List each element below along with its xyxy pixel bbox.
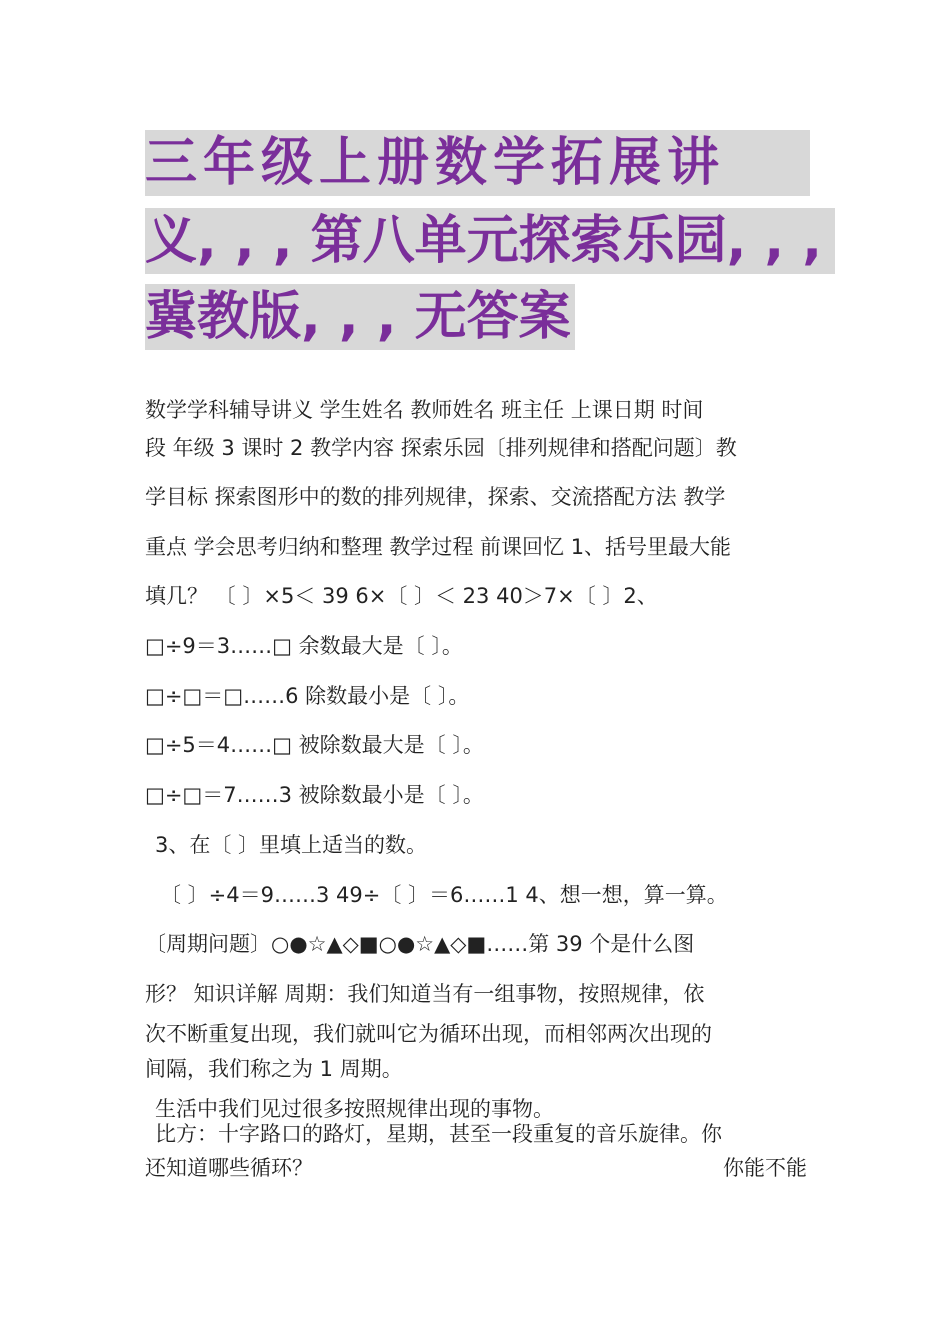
body-line-17: 比方：十字路口的路灯，星期，甚至一段重复的音乐旋律。你 bbox=[155, 1122, 722, 1146]
body-line-18-right: 你能不能 bbox=[723, 1156, 807, 1180]
body-line-18 bbox=[145, 1153, 807, 1183]
body-line-11: 〔 〕÷4＝9……3 49÷〔 〕＝6……1 4、想一想，算一算。 bbox=[160, 883, 728, 907]
body-line-14: 次不断重复出现，我们就叫它为循环出现，而相邻两次出现的 bbox=[145, 1022, 712, 1046]
body-line-13: 形？ 知识详解 周期：我们知道当有一组事物，按照规律，依 bbox=[145, 982, 705, 1006]
body-line-1: 数学学科辅导讲义 学生姓名 教师姓名 班主任 上课日期 时间 bbox=[145, 398, 704, 422]
title-line-1: 三年级上册数学拓展讲 bbox=[145, 130, 810, 196]
body-line-10: 3、在〔 〕里填上适当的数。 bbox=[155, 833, 428, 857]
body-line-2: 段 年级 3 课时 2 教学内容 探索乐园〔排列规律和搭配问题〕教 bbox=[145, 436, 737, 460]
body-line-8: □÷5＝4……□ 被除数最大是〔 〕。 bbox=[145, 733, 484, 757]
body-line-4: 重点 学会思考归纳和整理 教学过程 前课回忆 1、括号里最大能 bbox=[145, 535, 732, 559]
body-line-5: 填几？ 〔 〕×5＜ 39 6×〔 〕＜ 23 40＞7×〔 〕2、 bbox=[145, 584, 658, 608]
body-line-6: □÷9＝3……□ 余数最大是〔 〕。 bbox=[145, 634, 463, 658]
title-line-2: 义, , , 第八单元探索乐园, , , bbox=[145, 208, 835, 274]
body-line-16: 生活中我们见过很多按照规律出现的事物。 bbox=[155, 1097, 554, 1121]
body-line-7: □÷□＝□……6 除数最小是〔 〕。 bbox=[145, 684, 470, 708]
body-line-15: 间隔，我们称之为 1 周期。 bbox=[145, 1057, 403, 1081]
body-line-3: 学目标 探索图形中的数的排列规律，探索、交流搭配方法 教学 bbox=[145, 485, 726, 509]
body-line-12: 〔周期问题〕○●☆▲◇■○●☆▲◇■……第 39 个是什么图 bbox=[145, 932, 695, 956]
body-line-18-left: 还知道哪些循环？ bbox=[145, 1156, 313, 1180]
title-line-3: 冀教版, , , 无答案 bbox=[145, 284, 575, 350]
body-line-9: □÷□＝7……3 被除数最小是〔 〕。 bbox=[145, 783, 484, 807]
